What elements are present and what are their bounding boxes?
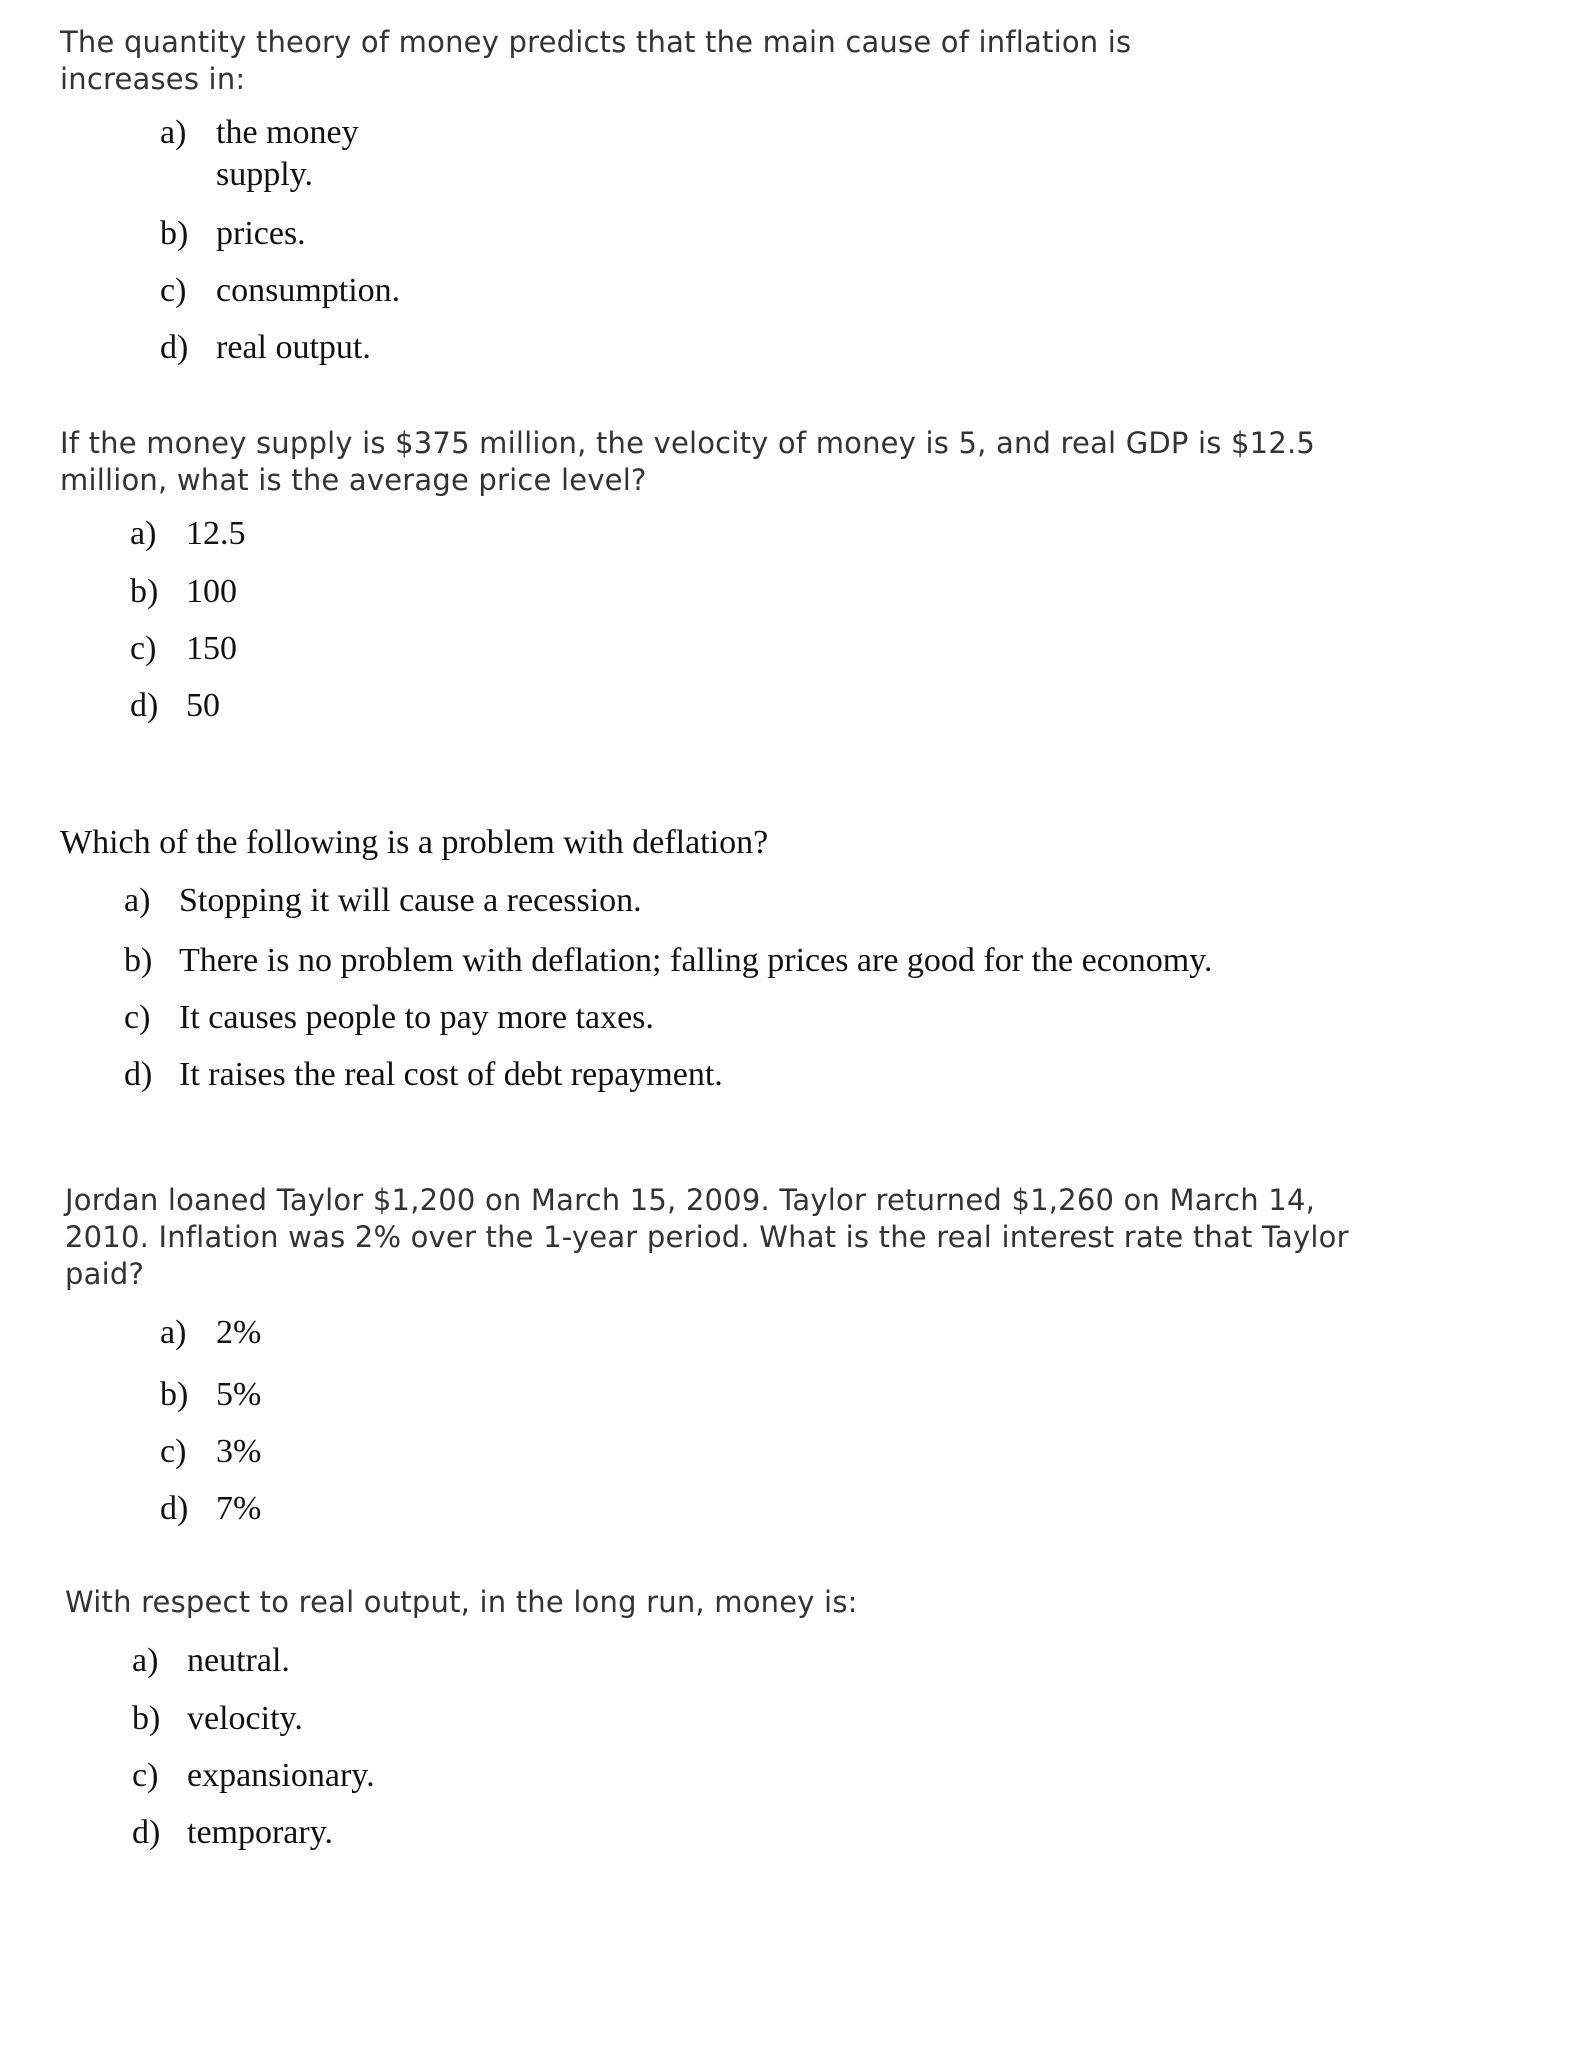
answer-option-a xyxy=(160,1312,261,1354)
option-text: 50 xyxy=(186,687,220,724)
option-text: 2% xyxy=(216,1314,262,1351)
option-text: consumption. xyxy=(216,272,401,309)
answer-option-a xyxy=(130,513,246,555)
answer-option-b xyxy=(160,1374,261,1416)
option-letter: d) xyxy=(160,329,189,366)
answer-option-c xyxy=(160,270,400,312)
option-text: 5% xyxy=(216,1376,262,1413)
answer-option-b xyxy=(130,571,237,613)
option-letter: a) xyxy=(160,114,187,151)
answer-option-d xyxy=(132,1812,333,1854)
option-text: It causes people to pay more taxes. xyxy=(179,999,654,1036)
option-text: neutral. xyxy=(187,1642,290,1679)
option-letter: c) xyxy=(160,272,187,309)
option-letter: c) xyxy=(132,1757,159,1794)
option-text: 3% xyxy=(216,1433,262,1470)
option-text: temporary. xyxy=(187,1814,334,1851)
option-text: 100 xyxy=(186,573,237,610)
option-letter: b) xyxy=(124,942,153,979)
answer-option-b xyxy=(160,213,306,255)
question-stem: If the money supply is $375 million, the velocity of money is 5, and real GDP is $12.5 million, what is the average price level? xyxy=(60,426,1316,497)
question-stem: Which of the following is a problem with deflation? xyxy=(60,824,769,861)
answer-option-a xyxy=(124,880,642,922)
option-letter: a) xyxy=(130,515,157,552)
question-stem: Jordan loaned Taylor $1,200 on March 15, 2009. Taylor returned $1,260 on March 14, 2010. Inflation was 2% over the 1-year period. What is the real interest rate that Taylor paid? xyxy=(65,1183,1349,1291)
question-stem: With respect to real output, in the long run, money is: xyxy=(65,1585,858,1619)
answer-option-a xyxy=(132,1640,290,1682)
option-text: expansionary. xyxy=(187,1757,375,1794)
option-text: There is no problem with deflation; falling prices are good for the economy. xyxy=(179,942,1213,979)
answer-option-c xyxy=(130,628,237,670)
option-text: the money supply. xyxy=(216,114,359,193)
option-letter: a) xyxy=(132,1642,159,1679)
answer-option-b xyxy=(132,1698,303,1740)
option-text: 12.5 xyxy=(186,515,246,552)
option-text: velocity. xyxy=(187,1700,303,1737)
option-text: prices. xyxy=(216,215,306,252)
answer-option-b xyxy=(124,940,1213,982)
answer-option-d xyxy=(124,1054,723,1096)
question-stem: The quantity theory of money predicts that the main cause of inflation is increases in: xyxy=(60,25,1132,96)
option-text: Stopping it will cause a recession. xyxy=(179,882,642,919)
option-letter: d) xyxy=(124,1056,153,1093)
option-letter: b) xyxy=(132,1700,161,1737)
answer-option-c xyxy=(160,1431,261,1473)
option-letter: c) xyxy=(130,630,157,667)
answer-option-d xyxy=(160,327,371,369)
answer-option-d xyxy=(130,685,220,727)
option-letter: d) xyxy=(132,1814,161,1851)
answer-option-c xyxy=(124,997,654,1039)
option-letter: b) xyxy=(160,215,189,252)
answer-option-a xyxy=(160,112,416,196)
option-letter: a) xyxy=(160,1314,187,1351)
option-text: It raises the real cost of debt repayment. xyxy=(179,1056,723,1093)
answer-option-d xyxy=(160,1488,261,1530)
option-letter: a) xyxy=(124,882,151,919)
option-letter: d) xyxy=(160,1490,189,1527)
option-letter: d) xyxy=(130,687,159,724)
option-text: 7% xyxy=(216,1490,262,1527)
option-letter: c) xyxy=(160,1433,187,1470)
option-letter: b) xyxy=(130,573,159,610)
option-text: 150 xyxy=(186,630,237,667)
answer-option-c xyxy=(132,1755,375,1797)
option-letter: b) xyxy=(160,1376,189,1413)
option-letter: c) xyxy=(124,999,151,1036)
option-text: real output. xyxy=(216,329,371,366)
